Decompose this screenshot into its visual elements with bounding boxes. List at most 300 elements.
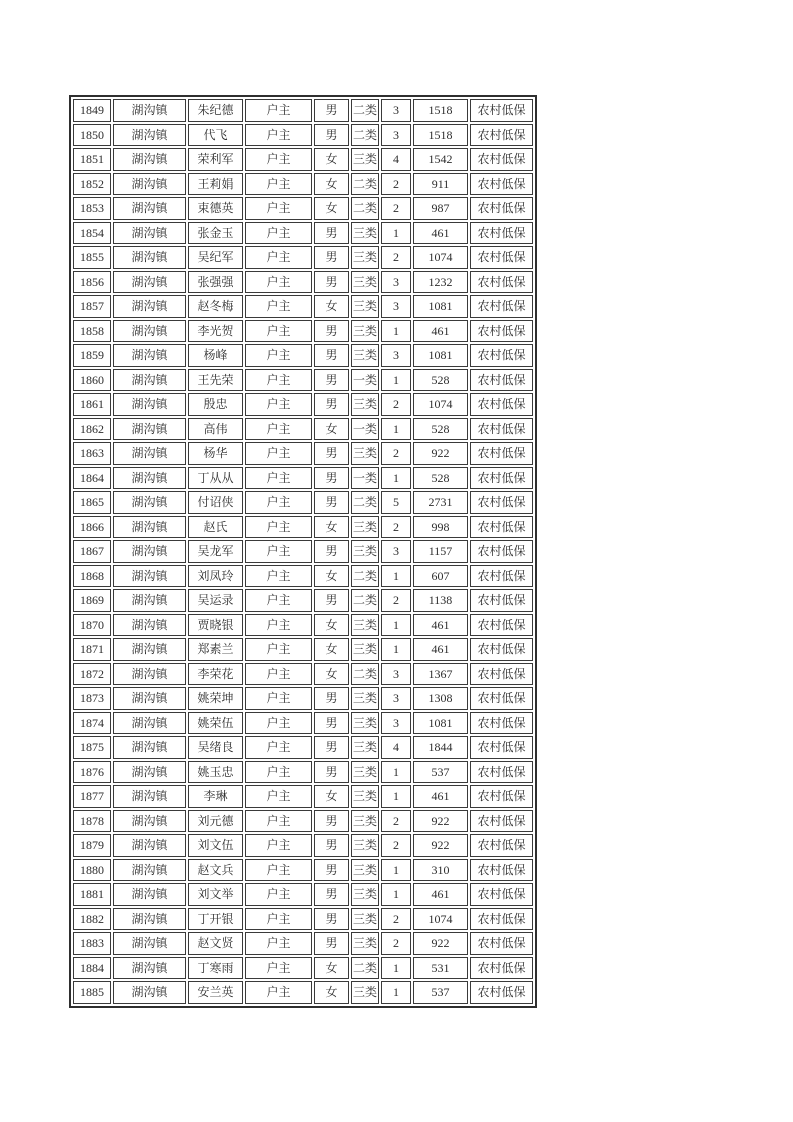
table-cell: 528 xyxy=(413,467,468,490)
table-cell: 1 xyxy=(381,222,411,245)
table-cell: 3 xyxy=(381,295,411,318)
table-cell: 刘凤玲 xyxy=(188,565,243,588)
table-cell: 户主 xyxy=(245,344,312,367)
table-cell: 农村低保 xyxy=(470,393,533,416)
table-cell: 1851 xyxy=(73,148,111,171)
table-cell: 荣利军 xyxy=(188,148,243,171)
table-cell: 1864 xyxy=(73,467,111,490)
table-cell: 1 xyxy=(381,614,411,637)
table-cell: 李光贺 xyxy=(188,320,243,343)
table-cell: 1518 xyxy=(413,99,468,122)
table-cell: 三类 xyxy=(351,344,379,367)
table-cell: 男 xyxy=(314,393,349,416)
table-cell: 男 xyxy=(314,344,349,367)
table-row xyxy=(73,614,533,637)
table-cell: 男 xyxy=(314,320,349,343)
table-cell: 男 xyxy=(314,736,349,759)
table-cell: 三类 xyxy=(351,222,379,245)
table-cell: 二类 xyxy=(351,663,379,686)
table-cell: 农村低保 xyxy=(470,295,533,318)
table-row xyxy=(73,442,533,465)
table-cell: 1871 xyxy=(73,638,111,661)
table-cell: 男 xyxy=(314,687,349,710)
table-row xyxy=(73,197,533,220)
table-cell: 户主 xyxy=(245,687,312,710)
table-cell: 男 xyxy=(314,467,349,490)
table-cell: 户主 xyxy=(245,271,312,294)
table-cell: 户主 xyxy=(245,932,312,955)
table-cell: 1 xyxy=(381,761,411,784)
table-cell: 二类 xyxy=(351,565,379,588)
table-row xyxy=(73,663,533,686)
table-cell: 1855 xyxy=(73,246,111,269)
table-cell: 户主 xyxy=(245,614,312,637)
table-cell: 2 xyxy=(381,246,411,269)
table-cell: 湖沟镇 xyxy=(113,271,186,294)
table-cell: 4 xyxy=(381,736,411,759)
table-cell: 湖沟镇 xyxy=(113,687,186,710)
table-cell: 1880 xyxy=(73,859,111,882)
table-row xyxy=(73,173,533,196)
table-cell: 丁从从 xyxy=(188,467,243,490)
table-cell: 987 xyxy=(413,197,468,220)
table-cell: 1858 xyxy=(73,320,111,343)
table-cell: 男 xyxy=(314,761,349,784)
table-row xyxy=(73,761,533,784)
table-cell: 吴纪军 xyxy=(188,246,243,269)
table-cell: 户主 xyxy=(245,246,312,269)
table-cell: 农村低保 xyxy=(470,271,533,294)
table-cell: 三类 xyxy=(351,320,379,343)
table-cell: 4 xyxy=(381,148,411,171)
table-cell: 吴绪良 xyxy=(188,736,243,759)
table-cell: 户主 xyxy=(245,540,312,563)
table-cell: 1879 xyxy=(73,834,111,857)
table-cell: 1074 xyxy=(413,393,468,416)
table-cell: 农村低保 xyxy=(470,638,533,661)
table-row xyxy=(73,393,533,416)
table-cell: 农村低保 xyxy=(470,516,533,539)
table-cell: 461 xyxy=(413,883,468,906)
table-cell: 农村低保 xyxy=(470,173,533,196)
table-cell: 湖沟镇 xyxy=(113,540,186,563)
table-cell: 吴龙军 xyxy=(188,540,243,563)
table-cell: 户主 xyxy=(245,957,312,980)
table-cell: 湖沟镇 xyxy=(113,516,186,539)
table-cell: 1 xyxy=(381,565,411,588)
table-cell: 461 xyxy=(413,222,468,245)
table-cell: 丁开银 xyxy=(188,908,243,931)
table-cell: 农村低保 xyxy=(470,614,533,637)
table-cell: 农村低保 xyxy=(470,344,533,367)
table-cell: 湖沟镇 xyxy=(113,736,186,759)
table-cell: 农村低保 xyxy=(470,148,533,171)
table-cell: 1867 xyxy=(73,540,111,563)
table-cell: 三类 xyxy=(351,712,379,735)
table-cell: 一类 xyxy=(351,418,379,441)
table-cell: 安兰英 xyxy=(188,981,243,1004)
table-cell: 户主 xyxy=(245,785,312,808)
table-row xyxy=(73,516,533,539)
table-row xyxy=(73,222,533,245)
table-row xyxy=(73,810,533,833)
table-cell: 农村低保 xyxy=(470,222,533,245)
table-cell: 1876 xyxy=(73,761,111,784)
table-cell: 农村低保 xyxy=(470,736,533,759)
table-cell: 湖沟镇 xyxy=(113,761,186,784)
table-cell: 1 xyxy=(381,369,411,392)
table-cell: 高伟 xyxy=(188,418,243,441)
table-cell: 湖沟镇 xyxy=(113,124,186,147)
table-cell: 男 xyxy=(314,859,349,882)
table-cell: 男 xyxy=(314,271,349,294)
table-row xyxy=(73,295,533,318)
table-cell: 2 xyxy=(381,589,411,612)
table-cell: 1856 xyxy=(73,271,111,294)
table-cell: 三类 xyxy=(351,516,379,539)
table-cell: 1881 xyxy=(73,883,111,906)
table-cell: 湖沟镇 xyxy=(113,614,186,637)
table-cell: 三类 xyxy=(351,785,379,808)
table-cell: 张金玉 xyxy=(188,222,243,245)
table-cell: 1857 xyxy=(73,295,111,318)
table-cell: 户主 xyxy=(245,320,312,343)
table-cell: 三类 xyxy=(351,271,379,294)
table-body xyxy=(73,99,533,1004)
table-cell: 528 xyxy=(413,418,468,441)
table-cell: 2 xyxy=(381,173,411,196)
table-cell: 湖沟镇 xyxy=(113,491,186,514)
table-cell: 528 xyxy=(413,369,468,392)
table-cell: 赵氏 xyxy=(188,516,243,539)
table-cell: 2 xyxy=(381,908,411,931)
table-cell: 吴运录 xyxy=(188,589,243,612)
table-cell: 户主 xyxy=(245,589,312,612)
table-cell: 三类 xyxy=(351,442,379,465)
table-cell: 湖沟镇 xyxy=(113,638,186,661)
table-cell: 三类 xyxy=(351,883,379,906)
table-cell: 女 xyxy=(314,197,349,220)
table-cell: 1872 xyxy=(73,663,111,686)
table-cell: 1844 xyxy=(413,736,468,759)
table-cell: 农村低保 xyxy=(470,540,533,563)
table-cell: 1885 xyxy=(73,981,111,1004)
table-cell: 刘元德 xyxy=(188,810,243,833)
table-cell: 1 xyxy=(381,467,411,490)
table-cell: 1 xyxy=(381,957,411,980)
table-cell: 三类 xyxy=(351,859,379,882)
table-cell: 1884 xyxy=(73,957,111,980)
table-cell: 二类 xyxy=(351,124,379,147)
table-cell: 湖沟镇 xyxy=(113,320,186,343)
table-cell: 农村低保 xyxy=(470,467,533,490)
table-cell: 湖沟镇 xyxy=(113,810,186,833)
table-cell: 男 xyxy=(314,369,349,392)
table-cell: 郑素兰 xyxy=(188,638,243,661)
table-cell: 1308 xyxy=(413,687,468,710)
table-cell: 男 xyxy=(314,442,349,465)
table-cell: 刘文举 xyxy=(188,883,243,906)
table-cell: 1074 xyxy=(413,246,468,269)
table-row xyxy=(73,932,533,955)
table-cell: 男 xyxy=(314,222,349,245)
table-cell: 三类 xyxy=(351,295,379,318)
table-cell: 代飞 xyxy=(188,124,243,147)
table-cell: 三类 xyxy=(351,393,379,416)
table-cell: 户主 xyxy=(245,736,312,759)
table-cell: 湖沟镇 xyxy=(113,418,186,441)
table-cell: 湖沟镇 xyxy=(113,663,186,686)
table-cell: 2 xyxy=(381,516,411,539)
table-cell: 户主 xyxy=(245,197,312,220)
table-cell: 户主 xyxy=(245,393,312,416)
table-row xyxy=(73,344,533,367)
table-cell: 湖沟镇 xyxy=(113,246,186,269)
table-cell: 湖沟镇 xyxy=(113,981,186,1004)
table-row xyxy=(73,908,533,931)
table-cell: 537 xyxy=(413,761,468,784)
table-cell: 农村低保 xyxy=(470,834,533,857)
table-cell: 女 xyxy=(314,614,349,637)
table-cell: 1870 xyxy=(73,614,111,637)
table-cell: 户主 xyxy=(245,859,312,882)
table-cell: 户主 xyxy=(245,295,312,318)
table-cell: 1853 xyxy=(73,197,111,220)
table-cell: 三类 xyxy=(351,761,379,784)
table-cell: 湖沟镇 xyxy=(113,859,186,882)
table-row xyxy=(73,148,533,171)
table-cell: 1081 xyxy=(413,712,468,735)
table-cell: 农村低保 xyxy=(470,418,533,441)
table-cell: 911 xyxy=(413,173,468,196)
table-cell: 二类 xyxy=(351,589,379,612)
table-cell: 户主 xyxy=(245,491,312,514)
table-cell: 农村低保 xyxy=(470,761,533,784)
table-cell: 户主 xyxy=(245,981,312,1004)
table-cell: 湖沟镇 xyxy=(113,565,186,588)
table-cell: 湖沟镇 xyxy=(113,785,186,808)
table-row xyxy=(73,957,533,980)
table-cell: 王莉娟 xyxy=(188,173,243,196)
table-cell: 户主 xyxy=(245,638,312,661)
table-cell: 1138 xyxy=(413,589,468,612)
table-cell: 三类 xyxy=(351,908,379,931)
table-cell: 湖沟镇 xyxy=(113,589,186,612)
table-cell: 922 xyxy=(413,834,468,857)
table-cell: 男 xyxy=(314,491,349,514)
table-cell: 1367 xyxy=(413,663,468,686)
table-cell: 310 xyxy=(413,859,468,882)
table-cell: 农村低保 xyxy=(470,957,533,980)
table-cell: 户主 xyxy=(245,369,312,392)
table-cell: 农村低保 xyxy=(470,491,533,514)
table-cell: 湖沟镇 xyxy=(113,467,186,490)
table-cell: 赵文贤 xyxy=(188,932,243,955)
table-cell: 三类 xyxy=(351,614,379,637)
table-row xyxy=(73,320,533,343)
table-row xyxy=(73,859,533,882)
table-cell: 男 xyxy=(314,908,349,931)
table-cell: 户主 xyxy=(245,173,312,196)
table-cell: 户主 xyxy=(245,124,312,147)
table-row xyxy=(73,834,533,857)
table-cell: 2731 xyxy=(413,491,468,514)
table-cell: 户主 xyxy=(245,418,312,441)
table-cell: 1883 xyxy=(73,932,111,955)
table-cell: 3 xyxy=(381,99,411,122)
table-cell: 湖沟镇 xyxy=(113,222,186,245)
table-cell: 1 xyxy=(381,638,411,661)
table-cell: 1866 xyxy=(73,516,111,539)
table-row xyxy=(73,638,533,661)
table-cell: 1878 xyxy=(73,810,111,833)
table-cell: 殷忠 xyxy=(188,393,243,416)
table-cell: 1 xyxy=(381,785,411,808)
table-cell: 1873 xyxy=(73,687,111,710)
table-cell: 农村低保 xyxy=(470,932,533,955)
table-cell: 三类 xyxy=(351,148,379,171)
table-cell: 农村低保 xyxy=(470,687,533,710)
table-cell: 户主 xyxy=(245,663,312,686)
table-cell: 刘文伍 xyxy=(188,834,243,857)
table-cell: 杨峰 xyxy=(188,344,243,367)
table-cell: 1877 xyxy=(73,785,111,808)
table-cell: 湖沟镇 xyxy=(113,369,186,392)
table-cell: 湖沟镇 xyxy=(113,908,186,931)
table-cell: 赵冬梅 xyxy=(188,295,243,318)
table-cell: 女 xyxy=(314,418,349,441)
table-cell: 女 xyxy=(314,785,349,808)
table-cell: 531 xyxy=(413,957,468,980)
table-row xyxy=(73,418,533,441)
table-cell: 农村低保 xyxy=(470,810,533,833)
table-cell: 一类 xyxy=(351,467,379,490)
table-cell: 461 xyxy=(413,785,468,808)
table-cell: 农村低保 xyxy=(470,442,533,465)
table-cell: 3 xyxy=(381,687,411,710)
table-cell: 461 xyxy=(413,638,468,661)
table-cell: 二类 xyxy=(351,173,379,196)
table-cell: 男 xyxy=(314,883,349,906)
table-cell: 农村低保 xyxy=(470,883,533,906)
table-row xyxy=(73,565,533,588)
table-cell: 1860 xyxy=(73,369,111,392)
table-cell: 农村低保 xyxy=(470,712,533,735)
table-cell: 1081 xyxy=(413,295,468,318)
table-cell: 男 xyxy=(314,712,349,735)
table-cell: 湖沟镇 xyxy=(113,393,186,416)
table-cell: 户主 xyxy=(245,810,312,833)
table-cell: 2 xyxy=(381,810,411,833)
table-cell: 二类 xyxy=(351,957,379,980)
table-cell: 女 xyxy=(314,663,349,686)
table-cell: 1157 xyxy=(413,540,468,563)
table-cell: 贾晓银 xyxy=(188,614,243,637)
table-cell: 1865 xyxy=(73,491,111,514)
table-cell: 女 xyxy=(314,173,349,196)
table-cell: 湖沟镇 xyxy=(113,957,186,980)
table-cell: 922 xyxy=(413,932,468,955)
table-cell: 湖沟镇 xyxy=(113,834,186,857)
table-cell: 一类 xyxy=(351,369,379,392)
table-cell: 户主 xyxy=(245,442,312,465)
welfare-records-table xyxy=(69,95,537,1008)
table-cell: 户主 xyxy=(245,834,312,857)
table-cell: 1518 xyxy=(413,124,468,147)
table-row xyxy=(73,687,533,710)
table-cell: 赵文兵 xyxy=(188,859,243,882)
table-cell: 1863 xyxy=(73,442,111,465)
table-cell: 2 xyxy=(381,834,411,857)
table-cell: 湖沟镇 xyxy=(113,712,186,735)
table-row xyxy=(73,883,533,906)
table-cell: 李琳 xyxy=(188,785,243,808)
table-cell: 2 xyxy=(381,932,411,955)
table-cell: 农村低保 xyxy=(470,246,533,269)
table-row xyxy=(73,736,533,759)
table-cell: 户主 xyxy=(245,883,312,906)
table-cell: 湖沟镇 xyxy=(113,99,186,122)
table-cell: 农村低保 xyxy=(470,565,533,588)
table-row xyxy=(73,981,533,1004)
table-cell: 张强强 xyxy=(188,271,243,294)
table-cell: 湖沟镇 xyxy=(113,344,186,367)
table-cell: 户主 xyxy=(245,908,312,931)
table-cell: 男 xyxy=(314,589,349,612)
table-cell: 二类 xyxy=(351,197,379,220)
table-cell: 农村低保 xyxy=(470,785,533,808)
table-cell: 2 xyxy=(381,442,411,465)
table-cell: 女 xyxy=(314,957,349,980)
table-cell: 户主 xyxy=(245,222,312,245)
table-cell: 1882 xyxy=(73,908,111,931)
table-cell: 农村低保 xyxy=(470,981,533,1004)
table-cell: 男 xyxy=(314,810,349,833)
table-cell: 男 xyxy=(314,246,349,269)
table-cell: 户主 xyxy=(245,712,312,735)
table-cell: 男 xyxy=(314,540,349,563)
table-cell: 461 xyxy=(413,614,468,637)
table-cell: 姚荣伍 xyxy=(188,712,243,735)
table-cell: 农村低保 xyxy=(470,369,533,392)
table-row xyxy=(73,369,533,392)
table-row xyxy=(73,712,533,735)
table-row xyxy=(73,246,533,269)
table-cell: 女 xyxy=(314,148,349,171)
table-cell: 户主 xyxy=(245,148,312,171)
table-cell: 1874 xyxy=(73,712,111,735)
table-cell: 女 xyxy=(314,565,349,588)
table-cell: 农村低保 xyxy=(470,589,533,612)
table-cell: 3 xyxy=(381,663,411,686)
table-cell: 农村低保 xyxy=(470,124,533,147)
table-cell: 1850 xyxy=(73,124,111,147)
table-cell: 湖沟镇 xyxy=(113,295,186,318)
table-cell: 农村低保 xyxy=(470,320,533,343)
table-cell: 537 xyxy=(413,981,468,1004)
table-row xyxy=(73,271,533,294)
table-cell: 3 xyxy=(381,124,411,147)
table-cell: 2 xyxy=(381,197,411,220)
table-cell: 三类 xyxy=(351,932,379,955)
table-cell: 1854 xyxy=(73,222,111,245)
table-cell: 李荣花 xyxy=(188,663,243,686)
table-cell: 3 xyxy=(381,540,411,563)
table-cell: 户主 xyxy=(245,761,312,784)
table-cell: 2 xyxy=(381,393,411,416)
table-row xyxy=(73,540,533,563)
table-cell: 女 xyxy=(314,981,349,1004)
